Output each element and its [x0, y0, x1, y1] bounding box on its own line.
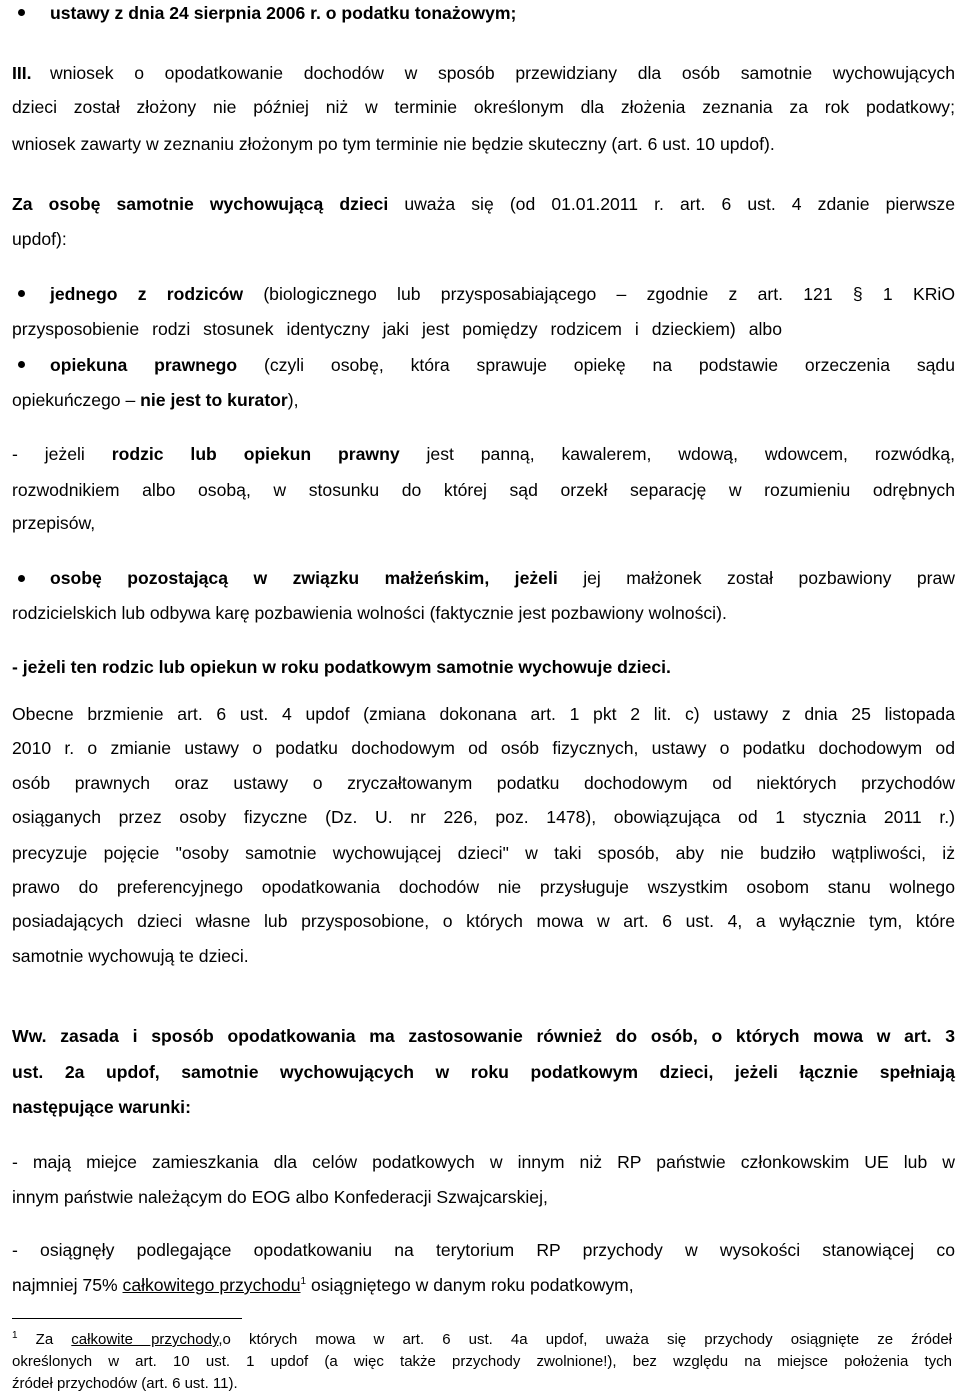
text-line [50, 352, 955, 378]
text-line [12, 1272, 955, 1298]
footnote-line [12, 1329, 952, 1350]
text-line: precyzuje pojęcie "osoby samotnie wychowującej dzieci" w taki sposób, aby nie budziło wątpliwości, iż [12, 843, 955, 863]
text-underlined: całkowitego przychodu [122, 1275, 301, 1295]
footnote-separator [12, 1318, 242, 1319]
text-line: dzieci został złożony nie później niż w terminie określonym dla złożenia zeznania za rok podatkowy; [12, 97, 955, 117]
text-line [12, 441, 955, 467]
text-run: opiekuńczego – [12, 390, 136, 410]
roman-numeral: III. [12, 63, 32, 83]
text-line: rodzicielskich lub odbywa karę pozbawienia wolności (faktycznie jest pozbawiony wolności). [12, 603, 727, 623]
text-line: następujące warunki: [12, 1097, 191, 1117]
text-line: ust. 2a updof, samotnie wychowujących w roku podatkowym dzieci, jeżeli łącznie spełniają [12, 1062, 955, 1082]
text-line: osiąganych przez osoby fizyczne (Dz. U. nr 226, poz. 1478), obowiązująca od 1 stycznia 2011 r.) [12, 807, 955, 827]
footnote-line: źródeł przychodów (art. 6 ust. 11). [12, 1375, 238, 1392]
text-line [12, 191, 955, 217]
text-run: jej małżonek został pozbawiony praw [583, 568, 956, 588]
footnote-line: określonych w art. 10 ust. 1 updof (a więc także przychody zwolnione!), bez względu na miejsce położenia tych [12, 1353, 952, 1370]
text-run: (czyli osobę, która sprawuje opiekę na podstawie orzeczenia sądu [264, 355, 956, 375]
text-line: osób prawnych oraz ustawy o zryczałtowanym podatku dochodowym od niektórych przychodów [12, 773, 955, 793]
footnote-ref[interactable]: 1 [300, 1276, 307, 1288]
text-run: ,o których mowa w art. 6 ust. 4a updof, uważa się przychody osiągnięte ze źródeł [218, 1331, 952, 1348]
text-line: posiadających dzieci własne lub przysposobione, o których mowa w art. 6 ust. 4, a wyłącznie tym, które [12, 911, 955, 931]
text-line: prawo do preferencyjnego opodatkowania dochodów nie przysługuje wszystkim osobom stanu wolnego [12, 877, 955, 897]
text-run: (biologicznego lub przysposabiającego – zgodnie z art. 121 § 1 KRiO [263, 284, 956, 304]
text-line [12, 387, 955, 413]
text-bold: osobę pozostającą w związku małżeńskim, jeżeli [50, 568, 558, 588]
text-line: - mają miejce zamieszkania dla celów podatkowych w innym niż RP państwie członkowskim UE lub w [12, 1152, 955, 1172]
text-line [50, 0, 850, 26]
text-line: przysposobienie rodzi stosunek identyczny jaki jest pomiędzy rodzicem i dzieckiem) albo [12, 319, 782, 339]
text-run: Za [35, 1331, 54, 1348]
text-run: ), [287, 390, 299, 410]
text-line: Ww. zasada i sposób opodatkowania ma zastosowanie również do osób, o których mowa w art. 3 [12, 1026, 955, 1046]
text-line [50, 565, 955, 591]
text-line: wniosek o opodatkowanie dochodów w sposób przewidziany dla osób samotnie wychowujących [50, 63, 955, 83]
bullet-icon [18, 361, 25, 368]
text-bold: nie jest to kurator [140, 390, 288, 410]
bullet-icon [18, 290, 25, 297]
text-line: rozwodnikiem albo osobą, w stosunku do której sąd orzekł separację w rozumieniu odrębnych [12, 480, 955, 500]
text-bold: jednego z rodziców [50, 284, 244, 304]
text-line: wniosek zawarty w zeznaniu złożonym po tym terminie nie będzie skuteczny (art. 6 ust. 10 updof). [12, 134, 775, 154]
text-run: najmniej 75% [12, 1275, 118, 1295]
text-line: samotnie wychowują te dzieci. [12, 946, 249, 966]
text-bold: rodzic lub opiekun prawny [111, 444, 400, 464]
text-run: uważa się (od 01.01.2011 r. art. 6 ust. 4 zdanie pierwsze [404, 194, 956, 214]
text-line: - osiągnęły podlegające opodatkowaniu na terytorium RP przychody w wysokości stanowiącej co [12, 1240, 955, 1260]
text-line: - jeżeli ten rodzic lub opiekun w roku podatkowym samotnie wychowuje dzieci. [12, 657, 671, 677]
text-bold: ustawy z dnia 24 sierpnia 2006 r. o podatku tonażowym; [50, 3, 517, 23]
text-line [50, 281, 955, 307]
bullet-icon [18, 9, 25, 16]
bullet-icon [18, 575, 25, 582]
footnote-marker: 1 [12, 1330, 18, 1341]
text-line: 2010 r. o zmianie ustawy o podatku dochodowym od osób fizycznych, ustawy o podatku dochodowym od [12, 738, 955, 758]
text-line: updof): [12, 229, 67, 249]
text-run: osiągniętego w danym roku podatkowym, [310, 1275, 634, 1295]
text-line: innym państwie należącym do EOG albo Konfederacji Szwajcarskiej, [12, 1187, 548, 1207]
text-bold: Za osobę samotnie wychowującą dzieci [12, 194, 389, 214]
text-bold: opiekuna prawnego [50, 355, 238, 375]
text-line: przepisów, [12, 513, 96, 533]
text-underlined: całkowite przychody [71, 1331, 219, 1348]
text-run: - jeżeli [12, 444, 85, 464]
text-run: jest panną, kawalerem, wdową, wdowcem, rozwódką, [426, 444, 956, 464]
text-line: Obecne brzmienie art. 6 ust. 4 updof (zmiana dokonana art. 1 pkt 2 lit. c) ustawy z dnia 25 listopada [12, 704, 955, 724]
